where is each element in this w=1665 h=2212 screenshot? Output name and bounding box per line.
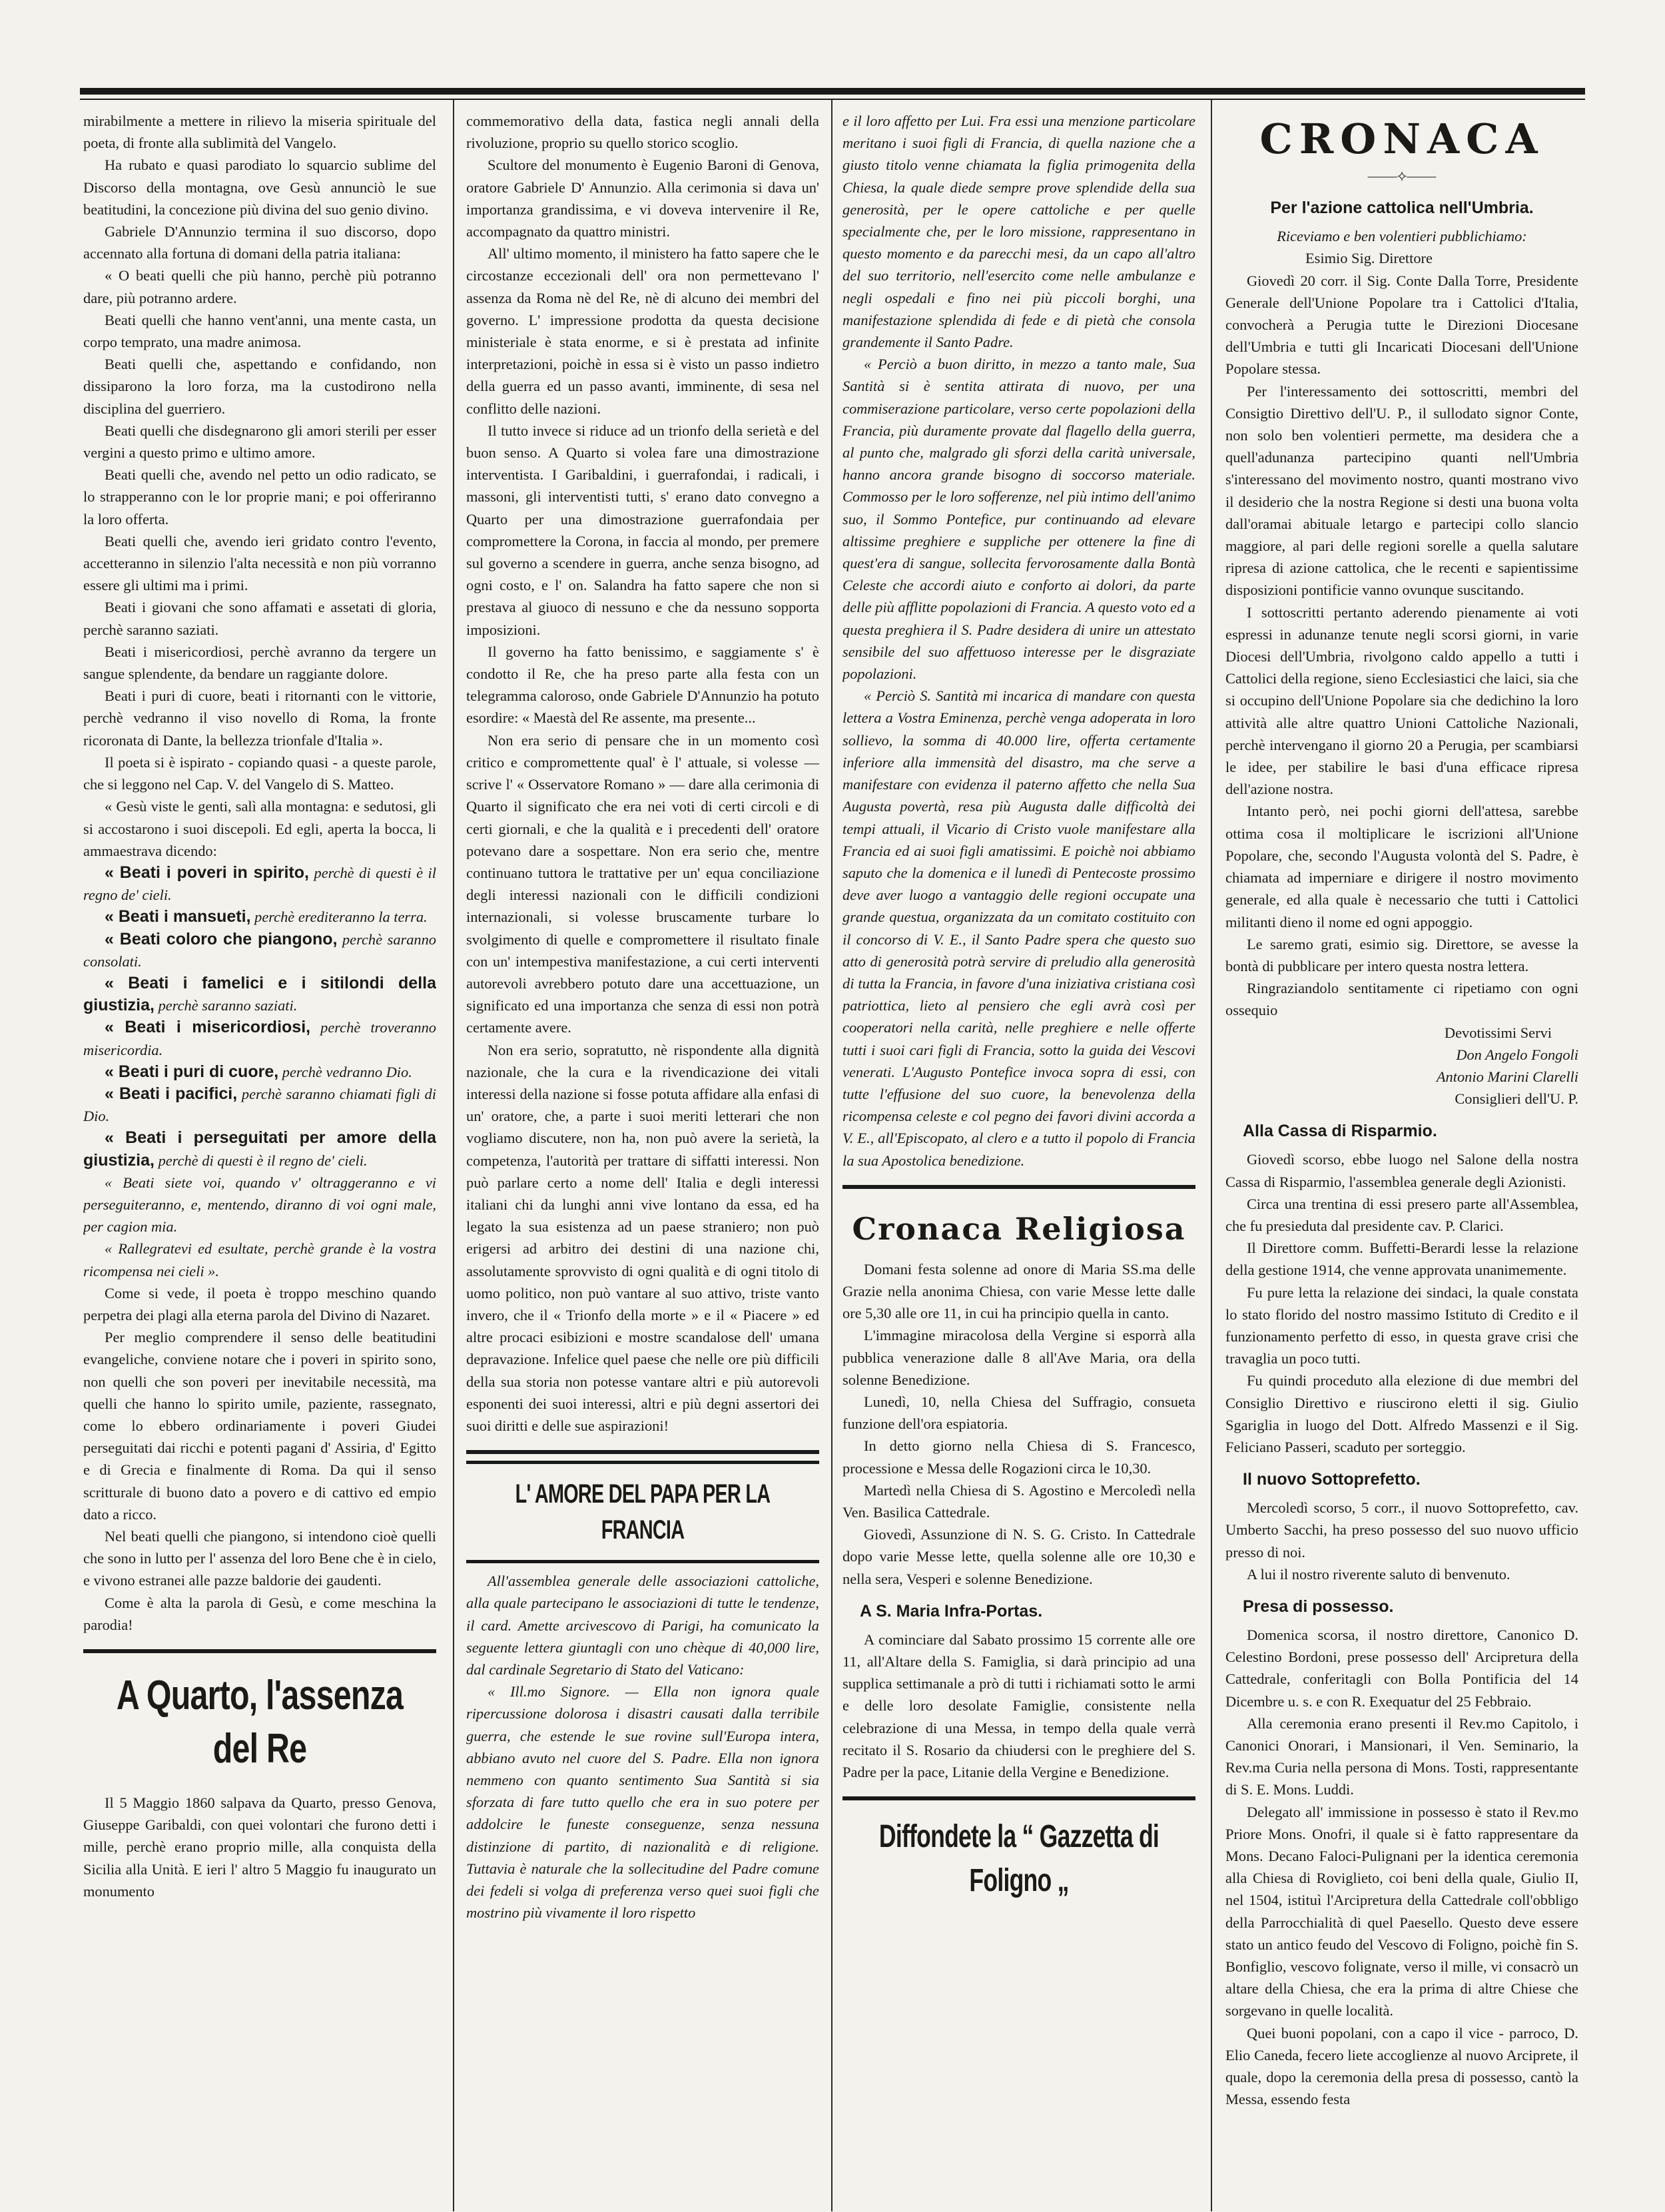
subsection-heading: Presa di possesso. [1243, 1597, 1394, 1616]
paragraph: mirabilmente a mettere in rilievo la miseria spirituale del poeta, di fronte alla sublimità del Vangelo. [83, 113, 436, 152]
paragraph: All' ultimo momento, il ministero ha fatto sapere che le circostanze eccezionali dell' ora non permettevano l' assenza da Roma nè del Re, nè di alcuno dei membri del governo. L' impressione prodotta da questa decisione ministeriale è stata enorme, e si è prestata ad infinite interpretazioni, poichè in essa si è visto un passo indietro della guerra ed un passo avanti, imminente, di sesa nel conflitto delle nazioni. [466, 245, 819, 417]
paragraph: Beati quelli che, avendo nel petto un odio radicato, se lo strapperanno con le lor proprie mani; e poi offeriranno la loro offerta. [83, 466, 436, 528]
section-rule [466, 1450, 819, 1454]
headline-box [466, 1461, 819, 1563]
beatitude: « Beati i poveri in spirito, perchè di questi è il regno de' cieli. [83, 863, 436, 904]
subsection-heading: Il nuovo Sottoprefetto. [1243, 1470, 1421, 1489]
section-headline: Cronaca Religiosa [852, 1210, 1186, 1247]
paragraph: Beati quelli che disdegnarono gli amori sterili per esser vergini a questo primo e ultimo amore. [83, 422, 436, 462]
paragraph: commemorativo della data, fastica negli annali della rivoluzione, proprio su quello storico scoglio. [466, 113, 819, 152]
paragraph: « Gesù viste le genti, salì alla montagna: e sedutosi, gli si accostarono i suoi discepoli. Ed egli, aperta la bocca, li ammaestrava dicendo: [83, 798, 436, 859]
beatitude: « Beati i pacifici, perchè saranno chiamati figli di Dio. [83, 1084, 436, 1125]
paragraph: Giovedì 20 corr. il Sig. Conte Dalla Torre, Presidente Generale dell'Unione Popolare tra i Cattolici d'Italia, convocherà a Perugia tutte le Direzioni Diocesane dell'Umbria e tutti gli Incaricati Diocesani dell'Unione Popolare stessa. [1225, 272, 1578, 378]
paragraph: Scultore del monumento è Eugenio Baroni di Genova, oratore Gabriele D' Annunzio. Alla cerimonia si dava un' importanza grandissima, e vi doveva intervenire il Re, accompagnato da quattro ministri. [466, 157, 819, 240]
paragraph: Ha rubato e quasi parodiato lo squarcio sublime del Discorso della montagna, ove Gesù annunciò le sue beatitudini, la concezione più divina del suo genio divino. [83, 157, 436, 218]
paragraph: « Perciò a buon diritto, in mezzo a tanto male, Sua Santità si è sentita attirata di nuovo, per una commiserazione particolare, verso certe popolazioni della Francia, più duramente provate dal flagello della guerra, al punto che, malgrado gli sforzi della carità universale, hanno ancora grande bisogno di soccorso materiale. Commosso per le loro sofferenze, nel più intimo dell'animo suo, il Sommo Pontefice, pur continuando ad elevare altissime preghiere e suppliche per ottenere la fine di quest'era di sangue, sollecita fervorosamente dalla Bontà Celeste che accordi aiuto e conforto ai dolori, da parte delle più afflitte popolazioni di Francia. A questo voto ed a questa preghiera il S. Padre desidera di unire un attestato sensibile del suo affettuoso interesse per le disgraziate popolazioni. [842, 356, 1195, 683]
subsection-heading: A S. Maria Infra-Portas. [860, 1601, 1043, 1621]
column-divider [831, 100, 832, 2211]
intro-line: Riceviamo e ben volentieri pubblichiamo: [1277, 228, 1527, 245]
paragraph: Nel beati quelli che piangono, si intendono cioè quelli che sono in lutto per l' assenza del loro Bene che è in cielo, e vivono estranei alle pazze baldorie dei gaudenti. [83, 1528, 436, 1589]
masthead-rule-thin [80, 99, 1585, 100]
paragraph: I sottoscritti pertanto aderendo pienamente ai voti espressi in adunanze tenute negli scorsi giorni, in varie Diocesi dell'Umbria, rivolgono caldo appello a tutti i Cattolici della regione, sieno Ecclesiastici che laici, sia che si occupino dell'Unione Popolare sia che dedichino la loro attività alle altre quattro Unioni Cattoliche Nazionali, perchè intervengano il giorno 20 a Perugia, per scambiarsi le idee, per stabilire le basi d'una efficace ripresa dell'azione nostra. [1225, 603, 1578, 798]
column-4 [1225, 110, 1578, 2175]
beatitude: « Beati siete voi, quando v' oltraggeranno e vi perseguiteranno, e, mentendo, diranno di voi ogni male, per cagion mia. [83, 1174, 436, 1236]
paragraph: Giovedì, Assunzione di N. S. G. Cristo. In Cattedrale dopo varie Messe lette, quella solenne alle ore 10,30 e nella sera, Vesperi e solenne Benedizione. [842, 1526, 1195, 1587]
column-2 [466, 110, 819, 2175]
paragraph: Il Direttore comm. Buffetti-Berardi lesse la relazione della gestione 1914, che venne approvata unanimemente. [1225, 1240, 1578, 1279]
paragraph: Per l'interessamento dei sottoscritti, membri del Consigtio Direttivo dell'U. P., il sullodato signor Conte, non solo ben volentieri permette, ma desidera che a quell'adunanza partecipino quanti nell'Umbria s'interessano del movimento nostro, quanti mostrano vivo il desiderio che la nostra Regione si desti una buona volta dall'oramai abituale letargo e partecipi collo slancio maggiore, al pari delle regioni sorelle a quella salutare ripresa di azione cattolica, che le recenti e sapientissime disposizioni pontificie vanno ovunque suscitando. [1225, 382, 1578, 599]
paragraph: Martedì nella Chiesa di S. Agostino e Mercoledì nella Ven. Basilica Cattedrale. [842, 1481, 1195, 1521]
paragraph: « Ill.mo Signore. — Ella non ignora quale ripercussione dolorosa i disastri causati dalla terribile guerra, che estende le sue rovine sull'Europa intera, abbiano avuto nel cuore del S. Padre. Ella non ignora nemmeno con quanto sentimento Sua Santità si sia sforzata di fare tutto quello che era in suo potere per addolcire le funeste conseguenze, senza nessuna distinzione di partito, di nazionalità e di religione. Tuttavia è naturale che la sollecitudine del Padre comune dei fedeli si volga di preferenza verso quei suoi figli che mostrino più vivamente il loro rispetto [466, 1683, 819, 1922]
paragraph: Come si vede, il poeta è troppo meschino quando perpetra dei plagi alla eterna parola del Divino di Nazaret. [83, 1284, 436, 1323]
column-3 [842, 110, 1195, 2175]
paragraph: Il 5 Maggio 1860 salpava da Quarto, presso Genova, Giuseppe Garibaldi, con quei volontari che furono detti i mille, perchè erano proprio mille, alla conquista della Sicilia alla Unità. E ieri l' altro 5 Maggio fu inaugurato un monumento [83, 1794, 436, 1900]
paragraph: « Perciò S. Santità mi incarica di mandare con questa lettera a Vostra Eminenza, perchè venga adoperata in loro sollievo, la somma di 40.000 lire, offerta certamente inferiore alla immensità del disastro, ma che serve a manifestare con evidenza il paterno affetto che nella Sua Augusta povertà, resa più Augusta dalle difficoltà dei tempi attuali, il Vicario di Cristo vuole manifestare alla Francia ed ai suoi figli amatissimi. E poichè noi abbiamo saputo che la domenica e il lunedì di Pentecoste prossimo deve aver luogo a vantaggio delle regioni occupate una grande questua, organizzata da un comitato costituito con il concorso di V. E., il Santo Padre spera che questo suo atto di generosità potrà servire di preludio alla generosità di tutta la Francia, in favore d'una iniziativa cristiana così patriottica, lieto al pensiero che egli avrà così per cooperatori nella carità, nelle preghiere e nelle offerte tutti i suoi cari figli di Francia, sotto la guida dei Vescovi venerati. L'Augusto Pontefice invoca sopra di essi, con tutte l'effusione del suo cuore, la benevolenza della ricompensa celeste e col pegno dei favori divini accorda a V. E., all'Episcopato, al clero e a tutto il popolo di Francia la sua Apostolica benedizione. [842, 687, 1195, 1169]
signature-line: Devotissimi Servi [1444, 1024, 1552, 1041]
masthead-rule [80, 88, 1585, 95]
paragraph: Beati quelli che hanno vent'anni, una mente casta, un corpo temprato, una madre animosa. [83, 311, 436, 351]
beatitude: « Beati i puri di cuore, perchè vedranno Dio. [105, 1062, 412, 1081]
beatitude: « Rallegratevi ed esultate, perchè grande è la vostra ricompensa nei cieli ». [83, 1240, 436, 1280]
salutation: Esimio Sig. Direttore [1305, 250, 1433, 267]
paragraph: Beati quelli che, aspettando e confidando, non dissiparono la loro forza, ma la custodirono nella disciplina del guerriero. [83, 356, 436, 417]
paragraph: Beati quelli che, avendo ieri gridato contro l'evento, accetteranno in silenzio l'alta necessità e non più vorranno essere gli ultimi ma i primi. [83, 532, 436, 594]
beatitude: « Beati i famelici e i sitilondi della giustizia, perchè saranno saziati. [83, 973, 436, 1015]
column-1 [83, 110, 436, 2175]
paragraph: Domenica scorsa, il nostro direttore, Canonico D. Celestino Bordoni, prese possesso dell' Arcipretura della Cattedrale, conferitagli con Bolla Pontificia del 14 Dicembre u. s. e con R. Exequatur del 25 Febbraio. [1225, 1626, 1578, 1710]
article-headline: A Quarto, l'assenza del Re [116, 1672, 404, 1772]
section-rule [842, 1796, 1195, 1800]
paragraph: Quei buoni popolani, con a capo il vice - parroco, D. Elio Caneda, fecero liete accoglienze al nuovo Arciprete, il quale, dopo la ceremonia della presa di possesso, cantò la Messa, essendo festa [1225, 2024, 1578, 2108]
paragraph: Fu pure letta la relazione dei sindaci, la quale constata lo stato florido del nostro massimo Istituto di Credito e il funzionamento perfetto di esso, in questa grave crisi che travaglia un poco tutti. [1225, 1284, 1578, 1367]
paragraph: Ringraziandolo sentitamente ci ripetiamo con ogni ossequio [1225, 980, 1578, 1019]
paragraph: Non era serio, sopratutto, nè rispondente alla dignità nazionale, che la cura e la rivendicazione dei vitali interessi della nazione si fosse potuta affidare alla enfasi di un' oratore, che, a parte i suoi meriti letterari che non vogliamo discutere, non ha, non può avere la serietà, la competenza, l'autorità per trattare di siffatti interessi. Non può parlare certo a nome dell' Italia e degli interessi italiani chi da lunghi anni vive lontano da essa, ed ha legato la sua esistenza ad un paese straniero; non può erigersi ad arbitro dei destini di una nazione chi, assolutamente sprovvisto di ogni qualità e di ogni titolo di uomo politico, non può vantare al suo attivo, triste vanto invero, che il « Trionfo della morte » e il « Piacere » ed altre procaci esibizioni e mostre scandalose dell' umana depravazione. Infelice quel paese che nelle ore più difficili della sua storia non potesse vantare altri e più autorevoli esponenti dei suoi interessi, altri e più degni assertori dei suoi diritti e delle sue aspirazioni! [466, 1041, 819, 1434]
paragraph: Gabriele D'Annunzio termina il suo discorso, dopo accennato alla fortuna di domani della patria italiana: [83, 223, 436, 262]
paragraph: Lunedì, 10, nella Chiesa del Suffragio, consueta funzione dell'ora espiatoria. [842, 1393, 1195, 1433]
paragraph: Per meglio comprendere il senso delle beatitudini evangeliche, conviene notare che i poveri in spirito sono, non quelli che son poveri per inevitabile necessità, ma quelli che hanno lo spirito umile, paziente, rassegnato, come lo ebbero ordinariamente i poveri Giudei perseguitati dai ricchi e potenti pagani d' Assiria, d' Egitto e di Grecia e finalmente di Roma. Da qui il senso scritturale di buono dato a povero e di cattivo ed empio dato a ricco. [83, 1329, 436, 1523]
signature-name: Antonio Marini Clarelli [1436, 1068, 1578, 1085]
paragraph: All'assemblea generale delle associazioni cattoliche, alla quale partecipano le associazioni di tutte le tendenze, il card. Amette arcivescovo di Parigi, ha comunicato la seguente lettera giuntagli con uno chèque di 40,000 lire, dal cardinale Segretario di Stato del Vaticano: [466, 1573, 819, 1678]
promo-headline: Diffondete la “ Gazzetta di Foligno „ [878, 1819, 1160, 1899]
section-rule [83, 1649, 436, 1653]
paragraph: In detto giorno nella Chiesa di S. Francesco, processione e Messa delle Rogazioni circa le 10,30. [842, 1437, 1195, 1477]
paragraph: Beati i misericordiosi, perchè avranno da tergere un sangue splendente, da bendare un raggiante dolore. [83, 643, 436, 683]
paragraph: A cominciare dal Sabato prossimo 15 corrente alle ore 11, all'Altare della S. Famiglia, si darà principio ad una supplica settimanale a prò di tutti i richiamati sotto le armi e delle loro desolate Famiglie, consistente nella celebrazione di una Messa, in tempo della quale verrà recitato il S. Rosario da chiudersi con le preghiere del S. Padre per la pace, Litanie della Vergine e Benedizione. [842, 1631, 1195, 1781]
paragraph: Il governo ha fatto benissimo, e saggiamente s' è condotto il Re, che ha preso parte alla festa con un telegramma caloroso, onde Gabriele D'Annunzio ha potuto esordire: « Maestà del Re assente, ma presente... [466, 643, 819, 727]
beatitude: « Beati i mansueti, perchè erediteranno la terra. [105, 907, 428, 926]
paragraph: e il loro affetto per Lui. Fra essi una menzione particolare meritano i suoi figli di Francia, di quella nazione che a giusto titolo venne chiamata la figlia primogenita della Chiesa, la quale diede sempre prove splendide della sua generosità, per le opere cattoliche e per quelle specialmente che, per le loro missione, rappresentano in questo momento e da parecchi mesi, da un capo all'altro del suo territorio, nell'esercito come nelle ambulanze e negli ospedali e fino nei più piccoli borghi, una manifestazione splendida di fede e di pietà che consola grandemente il Santo Padre. [842, 113, 1195, 351]
article-headline: L' AMORE DEL PAPA PER LA FRANCIA [515, 1479, 771, 1545]
beatitude: « Beati coloro che piangono, perchè saranno consolati. [83, 929, 436, 970]
paragraph: Intanto però, nei pochi giorni dell'attesa, sarebbe ottima cosa il moltiplicare le iscrizioni all'Unione Popolare, che, secondo l'Augusta volontà del S. Padre, è chiamata ad imperniare e dirigere il nostro movimento generale, ed alla quale è necessario che tutti i Cattolici militanti dieno il nome ed ogni appoggio. [1225, 803, 1578, 930]
signature-name: Don Angelo Fongoli [1456, 1046, 1578, 1063]
paragraph: Mercoledì scorso, 5 corr., il nuovo Sottoprefetto, cav. Umberto Sacchi, ha preso possesso del suo nuovo ufficio presso di noi. [1225, 1499, 1578, 1561]
paragraph: A lui il nostro riverente saluto di benvenuto. [1247, 1565, 1510, 1583]
paragraph: Beati i puri di cuore, beati i ritornanti con le vittorie, perchè vedranno il viso novello di Roma, la fronte ricoronata di Dante, la bellezza trionfale d'Italia ». [83, 687, 436, 749]
paragraph: Delegato all' immissione in possesso è stato il Rev.mo Priore Mons. Onofri, il quale si è fatto rappresentare da Mons. Decano Faloci-Pulignani per la identica ceremonia alla Chiesa di Roviglieto, coi beni della quale, Giulio II, nel 1504, istituì l'Arcipretura della Cattedrale coll'obbligo della Parrocchialità di quel Paesello. Questo deve essere stato un antico feudo del Vescovo di Foligno, poichè fin S. Bonfiglio, vescovo folignate, verso il mille, vi consacrò un altare della Chiesa, che era la prima di altre Chiese che sorgevano in quelle località. [1225, 1803, 1578, 2020]
paragraph: Il tutto invece si riduce ad un trionfo della serietà e del buon senso. A Quarto si volea fare una dimostrazione interventista. I Garibaldini, i guerrafondai, i radicali, i massoni, gli interventisti tutti, s' erano dato convegno a Quarto per una dimostrazione guerrafondaia per compromettere la Corona, in faccia al mondo, per premere sul governo a scendere in guerra, anche senza bisogno, ad ogni costo, e l' on. Salandra ha fatto sapere che non si prestava al giuoco di nessuno e che da nessuno sopporta imposizioni. [466, 422, 819, 638]
beatitude: « Beati i perseguitati per amore della giustizia, perchè di questi è il regno de' cieli. [83, 1128, 436, 1170]
paragraph: Giovedì scorso, ebbe luogo nel Salone della nostra Cassa di Risparmio, l'assemblea generale degli Azionisti. [1225, 1151, 1578, 1190]
paragraph: Beati i giovani che sono affamati e assetati di gloria, perchè saranno saziati. [83, 599, 436, 638]
subsection-heading: Per l'azione cattolica nell'Umbria. [1270, 198, 1534, 218]
paragraph: Come è alta la parola di Gesù, e come meschina la parodia! [83, 1594, 436, 1633]
subsection-heading: Alla Cassa di Risparmio. [1243, 1122, 1437, 1141]
paragraph: Fu quindi proceduto alla elezione di due membri del Consiglio Direttivo e riuscirono eletti il sig. Giulio Sgariglia in luogo del Dott. Alfredo Massenzi e il Sig. Feliciano Passeri, scaduto per sorteggio. [1225, 1372, 1578, 1455]
column-divider [1211, 100, 1212, 2211]
paragraph: Alla ceremonia erano presenti il Rev.mo Capitolo, i Canonici Onorari, i Mansionari, il Ven. Seminario, la Rev.ma Curia nella persona di Mons. Tosti, rappresentante di S. E. Mons. Luddi. [1225, 1714, 1578, 1798]
section-rule [842, 1185, 1195, 1189]
column-divider [453, 100, 454, 2211]
paragraph: Non era serio di pensare che in un momento così critico e compromettente qual' è l' attuale, si volesse — scrive l' « Osservatore Romano » — dare alla cerimonia di Quarto il significato che era nei voti di certi circoli e di certi giornali, e che la qualità e i precedenti dell' oratore potevano dare a sospettare. Non era serio che, mentre continuano tuttora le trattative per un' equa conciliazione degli interessi nazionali con le difficili condizioni internazionali, si volesse bruscamente turbare lo svolgimento di quelle e compromettere il risultato finale con un' intempestiva manifestazione, a cui certi interventi autorevoli avrebbero potuto dare una accettuazione, un significato ed una importanza che senza di essi non potrà certamente avere. [466, 731, 819, 1036]
paragraph: L'immagine miracolosa della Vergine si esporrà alla pubblica venerazione dalle 8 all'Ave Maria, ora della solenne Benedizione. [842, 1327, 1195, 1388]
section-title: CRONACA [1259, 115, 1544, 163]
signature-line: Consiglieri dell'U. P. [1455, 1090, 1578, 1108]
paragraph: Il poeta si è ispirato - copiando quasi - a queste parole, che si leggono nel Cap. V. del Vangelo di S. Matteo. [83, 753, 436, 793]
paragraph: Le saremo grati, esimio sig. Direttore, se avesse la bontà di pubblicare per intero questa nostra lettera. [1225, 935, 1578, 974]
paragraph: Circa una trentina di essi presero parte all'Assemblea, che fu presieduta dal presidente cav. P. Clarici. [1225, 1195, 1578, 1234]
paragraph: Domani festa solenne ad onore di Maria SS.ma delle Grazie nella anonima Chiesa, con varie Messe lette dalle ore 5,30 alle ore 11, in cui ha principio quella in canto. [842, 1260, 1195, 1322]
divider-ornament: ——⟡—— [1367, 167, 1437, 184]
beatitude: « Beati i misericordiosi, perchè troveranno misericordia. [83, 1018, 436, 1058]
paragraph: « O beati quelli che più hanno, perchè più potranno dare, più potranno ardere. [83, 267, 436, 306]
